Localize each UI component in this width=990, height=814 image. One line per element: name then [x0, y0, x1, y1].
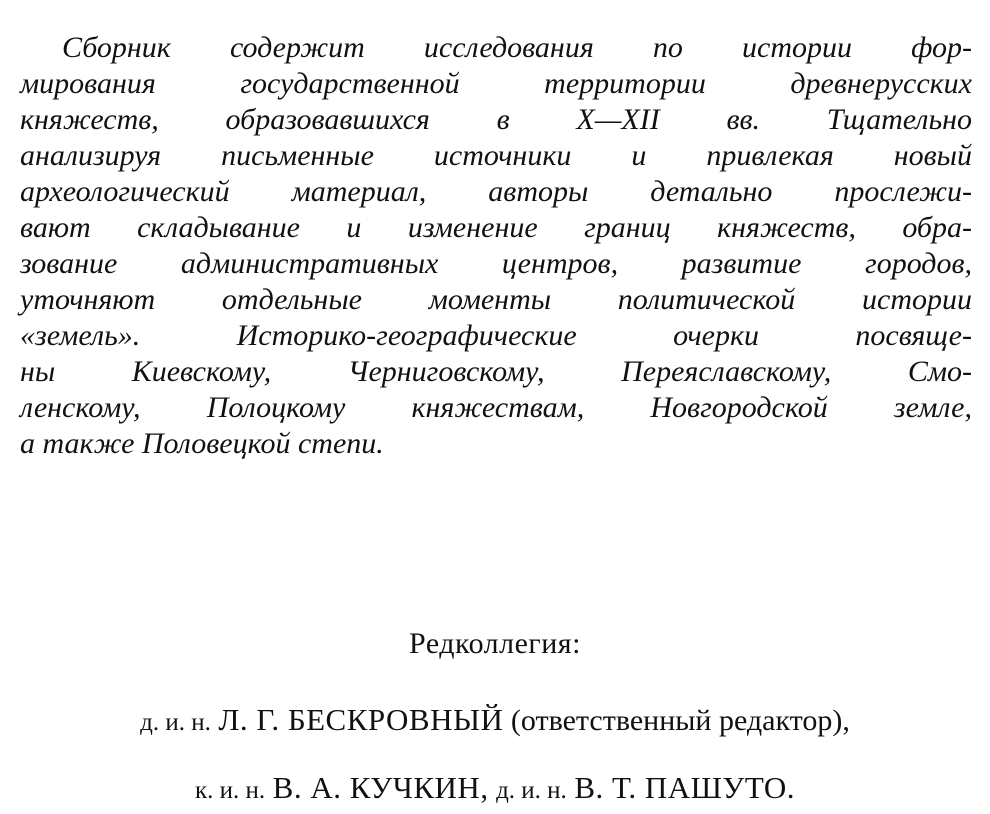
abstract-line: вают складывание и изменение границ княжеств, обра-: [20, 211, 972, 244]
academic-degree: д. и. н.: [496, 777, 567, 804]
editorial-board-line: [0, 768, 990, 811]
abstract-line: княжеств, образовавшихся в X—XII вв. Тщательно: [20, 103, 972, 136]
abstract-line: а также Половецкой степи.: [20, 427, 384, 460]
abstract-line: ны Киевскому, Черниговскому, Переяславскому, Смо-: [20, 355, 972, 388]
editor-role: (ответственный редактор),: [510, 704, 850, 737]
abstract-line: анализируя письменные источники и привлекая новый: [20, 139, 972, 172]
abstract-line: «земель». Историко-географические очерки посвяще-: [20, 319, 972, 352]
academic-degree: д. и. н.: [140, 709, 211, 736]
editor-name: Л. Г. БЕСКРОВНЫЙ: [218, 702, 504, 737]
abstract-paragraph: [20, 30, 972, 462]
abstract-line: мирования государственной территории древнерусских: [20, 67, 972, 100]
abstract-line: уточняют отдельные моменты политической истории: [20, 283, 972, 316]
editorial-board-line: [0, 700, 990, 743]
abstract-line: археологический материал, авторы детально прослежи-: [20, 175, 972, 208]
abstract-line: зование административных центров, развитие городов,: [20, 247, 972, 280]
abstract-line: Сборник содержит исследования по истории фор-: [62, 31, 972, 64]
abstract-line: ленскому, Полоцкому княжествам, Новгородской земле,: [20, 391, 972, 424]
editor-name: В. Т. ПАШУТО.: [574, 770, 795, 805]
editorial-board-heading: Редколлегия:: [409, 627, 581, 660]
academic-degree: к. и. н.: [195, 777, 266, 804]
editor-name: В. А. КУЧКИН,: [272, 770, 489, 805]
